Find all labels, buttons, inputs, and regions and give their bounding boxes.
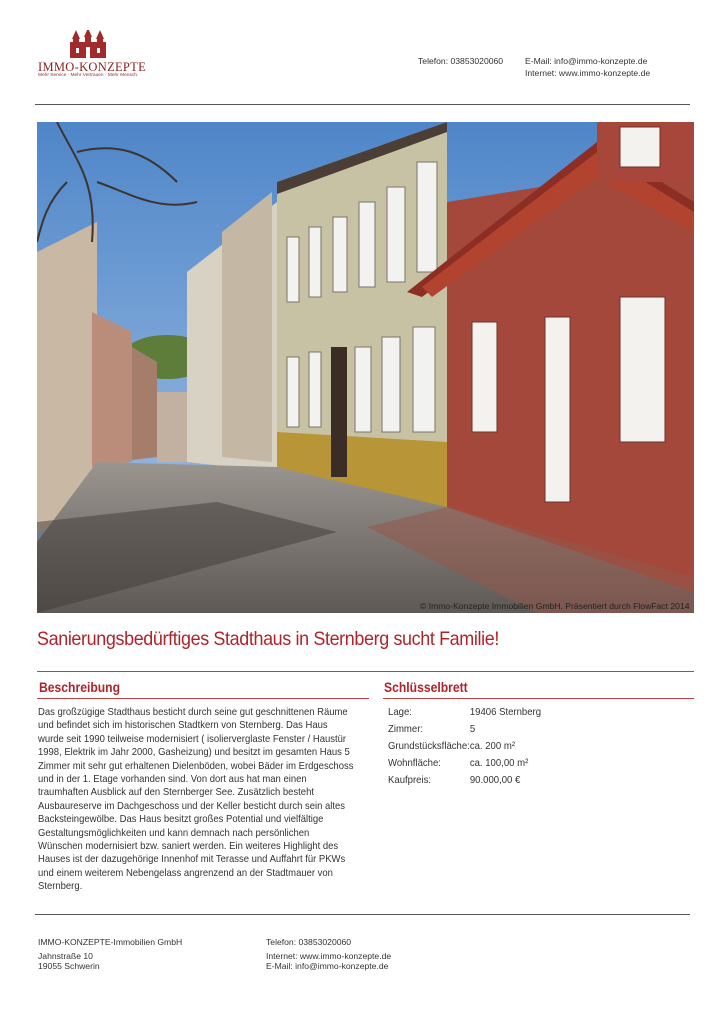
key-fact-value: 90.000,00 € <box>469 775 521 786</box>
description-divider <box>37 698 369 699</box>
property-photo <box>37 122 694 613</box>
photo-credit: © Immo-Konzepte Immobilien GmbH. Präsentiert durch FlowFact 2014 <box>420 601 690 611</box>
header-website[interactable]: Internet: www.immo-konzepte.de <box>525 68 651 78</box>
title-divider <box>37 671 694 672</box>
key-fact-value: 19406 Sternberg <box>469 707 542 718</box>
key-fact-value: 5 <box>469 724 476 735</box>
key-fact-row-rooms <box>388 724 541 741</box>
key-fact-value: ca. 200 m² <box>469 741 516 752</box>
header-phone: Telefon: 03853020060 <box>418 56 504 66</box>
footer-email[interactable]: E-Mail: info@immo-konzepte.de <box>266 961 389 971</box>
key-fact-row-living-area <box>388 758 541 775</box>
key-fact-value: ca. 100,00 m² <box>469 758 529 769</box>
footer-company: IMMO-KONZEPTE-Immobilien GmbH <box>38 937 183 947</box>
key-facts-heading: Schlüsselbrett <box>384 680 468 695</box>
listing-title: Sanierungsbedürftiges Stadthaus in Sternberg sucht Familie! <box>37 628 499 650</box>
description-text: Das großzügige Stadthaus besticht durch seine gut geschnittenen Räume und befindet sich im historischen Stadtkern von Sternberg. Das Haus wurde seit 1990 teilweise modernisiert ( isolierverglaste Fenster / Haustür 1998, Elektrik im Jahr 2000, Gasheizung) und besitzt im gesamten Haus 5 Zimmer mit sehr gut erhaltenen Dielenböden, wobei Bäder im Erdgeschoss und in der 1. Etage vorhanden sind. Von dort aus hat man einen traumhaften Ausblick auf den Sternberger See. Zusätzlich besteht Ausbaureserve im Dachgeschoss und der Keller besticht durch sein altes Backsteingewölbe. Das Haus besitzt großes Potential und vielfältige Gestaltungsmöglichkeiten und kann demnach nach persönlichen Wünschen modernisiert bzw. saniert werden. Ein weiteres Highlight des Hauses ist der dazugehörige Innenhof mit Terasse und Auffahrt für PKWs und einem weiterem Nebengelass angrenzend an der Stadtmauer von Sternberg. <box>38 707 354 893</box>
footer-street: Jahnstraße 10 <box>38 951 93 961</box>
company-name: IMMO-KONZEPTE <box>38 60 147 74</box>
street-scene-illustration <box>37 122 694 613</box>
key-fact-label: Lage: <box>388 707 412 718</box>
footer-city: 19055 Schwerin <box>38 961 100 971</box>
header-email[interactable]: E-Mail: info@immo-konzepte.de <box>525 56 648 66</box>
key-fact-label: Zimmer: <box>388 724 424 735</box>
key-fact-row-location <box>388 707 541 724</box>
castle-logo-icon <box>36 30 146 60</box>
description-heading: Beschreibung <box>39 680 121 695</box>
key-fact-row-price <box>388 775 541 792</box>
key-fact-label: Wohnfläche: <box>388 758 441 769</box>
key-facts-table <box>388 707 541 792</box>
key-fact-label: Grundstücksfläche: <box>388 741 470 752</box>
key-fact-label: Kaufpreis: <box>388 775 432 786</box>
footer-divider <box>35 914 690 915</box>
key-fact-row-plot-area <box>388 741 541 758</box>
footer-website[interactable]: Internet: www.immo-konzepte.de <box>266 951 392 961</box>
company-tagline: Mehr Service · Mehr Vertrauen · Mehr Mensch. <box>38 73 139 78</box>
key-facts-divider <box>383 698 694 699</box>
header-divider <box>35 104 690 105</box>
footer-phone: Telefon: 03853020060 <box>266 937 352 947</box>
